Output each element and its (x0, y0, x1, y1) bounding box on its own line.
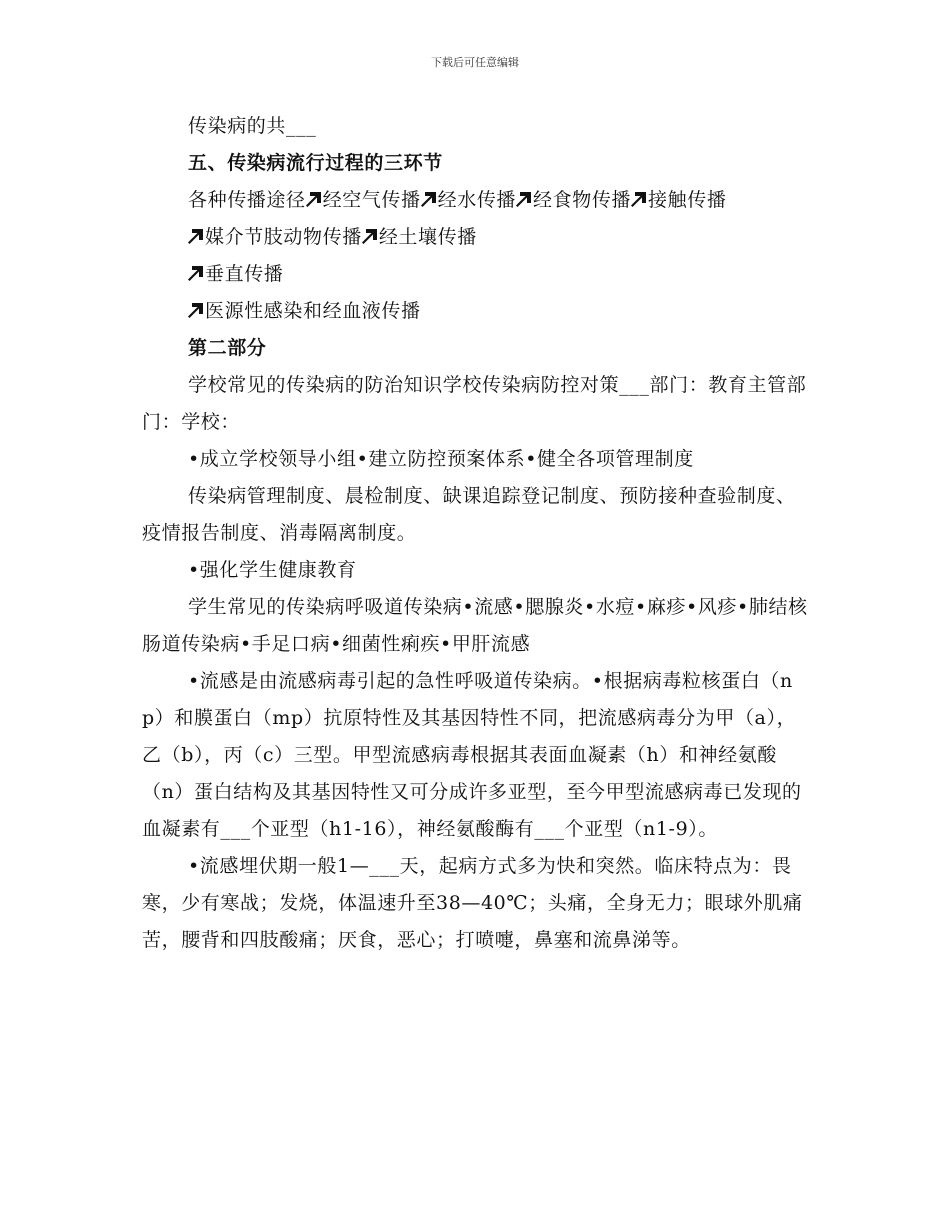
routes-line-4 (142, 293, 812, 330)
section-heading-part-two: 第二部分 (188, 337, 267, 359)
arrow-up-right-icon (188, 303, 203, 318)
arrow-up-right-icon (306, 192, 321, 207)
arrow-up-right-icon (631, 192, 646, 207)
paragraph-influenza-symptoms: •流感埋伏期一般1—___天，起病方式多为快和突然。临床特点为：畏寒，少有寒战；发烧，体温速升至38—40℃；头痛，全身无力；眼球外肌痛苦，腰背和四肢酸痛；厌食，恶心；打喷嚏，鼻塞和流鼻涕等。 (142, 855, 803, 951)
routes-line-1 (142, 182, 812, 219)
paragraph-school-measures: 学校常见的传染病的防治知识学校传染病防控对策___部门：教育主管部门：学校： (142, 374, 807, 433)
section-heading-five: 五、传染病流行过程的三环节 (188, 152, 443, 174)
arrow-up-right-icon (362, 229, 377, 244)
route-item: 垂直传播 (205, 263, 284, 285)
page-header: 下载后可任意编辑 (431, 56, 519, 69)
route-item: 经水传播 (437, 189, 517, 211)
route-item: 接触传播 (648, 189, 727, 211)
document-body (142, 108, 812, 959)
arrow-up-right-icon (516, 192, 531, 207)
route-item: 经土壤传播 (378, 226, 477, 248)
paragraph-common-diseases: 学生常见的传染病呼吸道传染病•流感•腮腺炎•水痘•麻疹•风疹•肺结核肠道传染病•手足口病•细菌性痢疾•甲肝流感 (142, 596, 808, 655)
paragraph-influenza-virus: •流感是由流感病毒引起的急性呼吸道传染病。•根据病毒粒核蛋白（np）和膜蛋白（mp）抗原特性及其基因特性不同，把流感病毒分为甲（a），乙（b），丙（c）三型。甲型流感病毒根据其表面血凝素（h）和神经氨酸（n）蛋白结构及其基因特性又可分成许多亚型，至今甲型流感病毒已发现的血凝素有___个亚型（h1-16），神经氨酸酶有___个亚型（n1-9）。 (142, 670, 802, 840)
paragraph-intro: 传染病的共___ (188, 115, 317, 137)
arrow-up-right-icon (421, 192, 436, 207)
route-item: 媒介节肢动物传播 (205, 226, 362, 248)
paragraph-bullets-management: •成立学校领导小组•建立防控预案体系•健全各项管理制度 (188, 448, 694, 470)
arrow-up-right-icon (188, 266, 203, 281)
arrow-up-right-icon (188, 229, 203, 244)
routes-line-3 (142, 256, 812, 293)
route-item: 经空气传播 (322, 189, 421, 211)
routes-line-2 (142, 219, 812, 256)
route-item: 医源性感染和经血液传播 (205, 300, 421, 322)
paragraph-systems: 传染病管理制度、晨检制度、缺课追踪登记制度、预防接种查验制度、疫情报告制度、消毒隔离制度。 (142, 485, 796, 544)
paragraph-health-education: •强化学生健康教育 (188, 559, 357, 581)
route-item: 经食物传播 (533, 189, 632, 211)
routes-intro: 各种传播途径 (188, 189, 306, 211)
